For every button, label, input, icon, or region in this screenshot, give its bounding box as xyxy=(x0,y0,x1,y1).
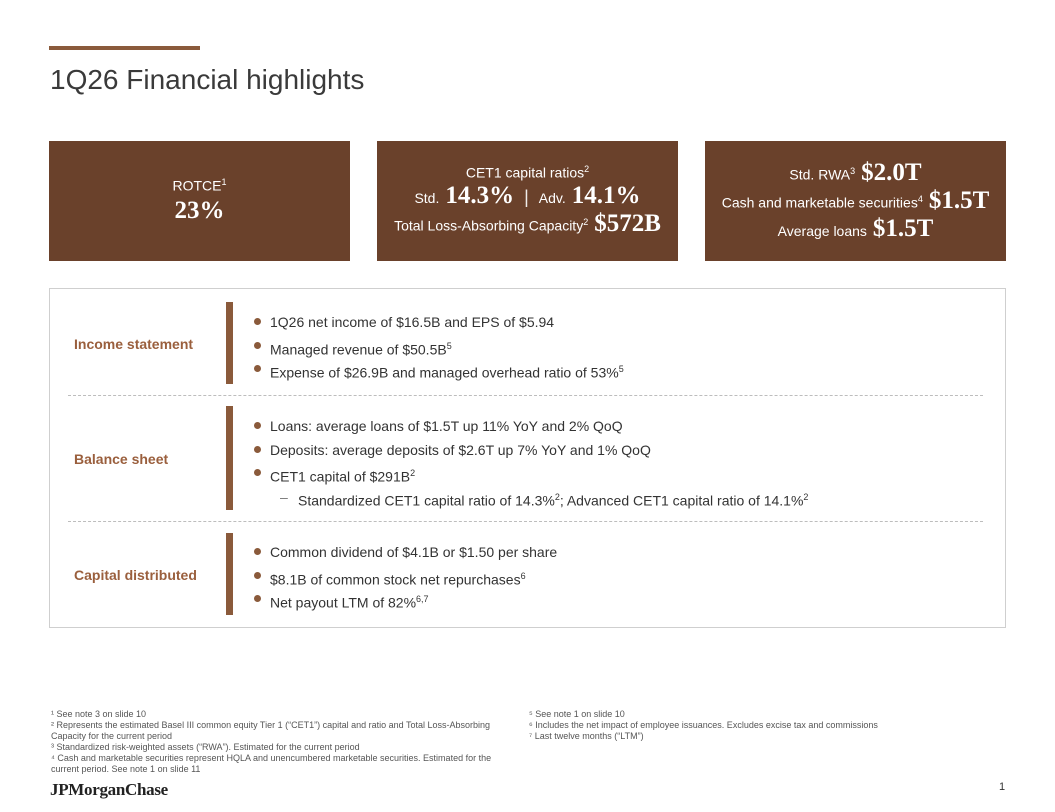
balance-section-label: Balance sheet xyxy=(74,451,169,467)
kpi-cet1-box xyxy=(377,141,678,261)
cet1-std-label: Std. xyxy=(414,189,440,206)
rotce-label: ROTCE$^1$ xyxy=(172,176,227,194)
kpi-rotce-box xyxy=(49,141,350,261)
rwa-line xyxy=(789,159,921,187)
tlac-label: Total Loss-Absorbing Capacity$^2$ xyxy=(394,217,589,234)
tlac-value: $572B xyxy=(594,209,661,237)
page-title: 1Q26 Financial highlights xyxy=(50,64,365,95)
cet1-ratios-line xyxy=(414,182,640,210)
footnote-1: ¹ See note 3 on slide 10 xyxy=(51,709,147,719)
kpi-rwa-box xyxy=(705,141,1006,261)
income-section-label: Income statement xyxy=(74,336,194,352)
rwa-label: Std. RWA$^3$ xyxy=(789,166,856,183)
footnote-5: ⁵ See note 1 on slide 10 xyxy=(529,709,625,719)
list-item: Managed revenue of $\$50.5B^5$ xyxy=(254,337,624,361)
capital-bullets xyxy=(254,543,557,614)
rwa-value: $2.0T xyxy=(861,159,922,186)
section-divider xyxy=(68,395,983,396)
footnote-6: ⁶ Includes the net impact of employee issuances. Excludes excise tax and commissions xyxy=(529,720,878,730)
list-item: Net payout LTM of 82%$^{6,7}$ xyxy=(254,590,557,614)
list-item: – Standardized CET1 capital ratio of 14.3%$^2$; Advanced CET1 capital ratio of 14.1%$^2$ xyxy=(254,488,808,512)
list-item: Loans: average loans of $1.5T up 11% YoY and 2% QoQ xyxy=(254,417,808,441)
footnote-7: ⁷ Last twelve months (“LTM”) xyxy=(529,731,644,741)
cash-label: Cash and marketable securities$^4$ xyxy=(721,194,923,211)
cet1-separator: | xyxy=(524,186,529,207)
page-number: 1 xyxy=(999,781,1006,793)
balance-section-bar xyxy=(226,406,233,510)
list-item: Expense of $26.9B and managed overhead ratio of 53%$^5$ xyxy=(254,360,624,384)
section-divider xyxy=(68,521,983,522)
cet1-adv-value: 14.1% xyxy=(571,181,641,209)
rotce-value: 23% xyxy=(174,197,225,225)
list-item: 1Q26 net income of $16.5B and EPS of $5.94 xyxy=(254,313,624,337)
footnote-2: ² Represents the estimated Basel III common equity Tier 1 (“CET1”) capital and ratio and Total Loss-Absorbing Capacity for the current period xyxy=(51,720,491,741)
capital-section-bar xyxy=(226,533,233,615)
capital-section-label: Capital distributed xyxy=(74,567,197,583)
footnotes-right xyxy=(529,709,959,742)
cash-line xyxy=(722,187,990,215)
footnote-3: ³ Standardized risk-weighted assets (“RWA”). Estimated for the current period xyxy=(51,742,360,752)
income-bullets xyxy=(254,313,624,384)
loans-line xyxy=(778,215,934,243)
income-section-bar xyxy=(226,302,233,384)
cet1-adv-label: Adv. xyxy=(538,189,566,206)
title-accent-rule xyxy=(49,46,200,50)
list-item: $8.1B of common stock net repurchases$^6$ xyxy=(254,567,557,591)
list-item: Common dividend of $4.1B or $1.50 per share xyxy=(254,543,557,567)
footnotes-left xyxy=(51,709,521,775)
company-logo: JPMorganChase xyxy=(50,780,168,799)
loans-value: $1.5T xyxy=(872,215,934,242)
loans-label: Average loans xyxy=(777,223,867,239)
footnote-4: ⁴ Cash and marketable securities represent HQLA and unencumbered marketable securities. Estimated for the current period. See note 1 on slide 11 xyxy=(51,753,492,774)
cet1-std-value: 14.3% xyxy=(445,181,515,209)
list-item: Deposits: average deposits of $2.6T up 7% YoY and 1% QoQ xyxy=(254,441,808,465)
balance-bullets xyxy=(254,417,808,511)
highlights-panel xyxy=(49,288,1006,628)
tlac-line xyxy=(394,210,661,238)
cash-value: $1.5T xyxy=(928,187,990,214)
cet1-label: CET1 capital ratios$^2$ xyxy=(465,164,590,181)
list-item: CET1 capital of $\$291B^2$ xyxy=(254,464,808,488)
